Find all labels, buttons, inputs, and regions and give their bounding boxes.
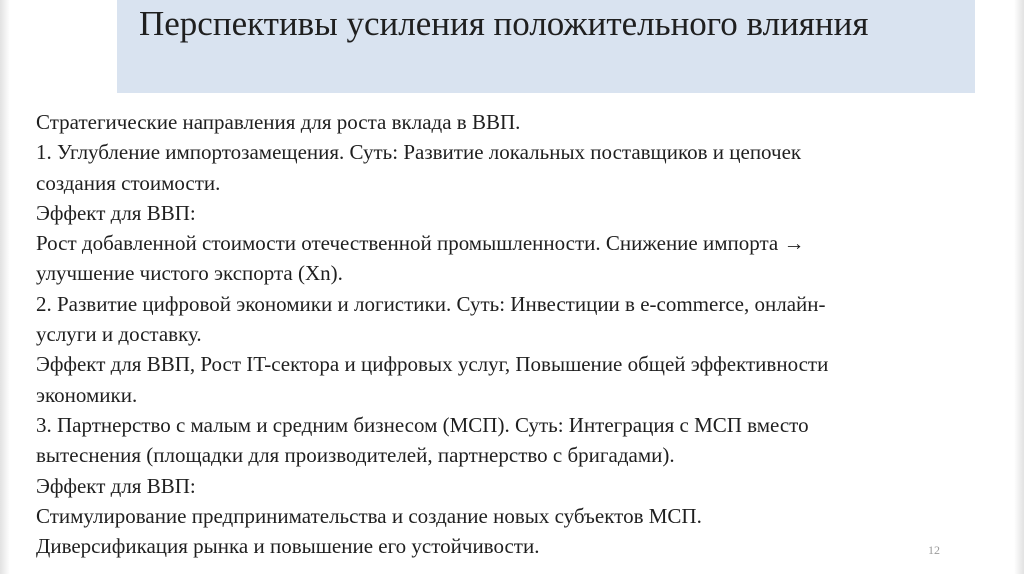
page-number: 12	[928, 543, 940, 557]
item-3-effect-label: Эффект для ВВП:	[36, 473, 196, 498]
item-1-effect-text-cont: улучшение чистого экспорта (Xn).	[36, 261, 343, 286]
intro-line: Стратегические направления для роста вклада в ВВП.	[36, 110, 521, 134]
item-1-effect-text: Рост добавленной стоимости отечественной промышленности. Снижение импорта →	[36, 231, 805, 256]
left-edge-shadow	[0, 0, 10, 574]
item-2-heading-cont: услуги и доставку.	[36, 322, 202, 347]
title-banner	[117, 0, 975, 93]
item-3-effect-text-cont: Диверсификация рынка и повышение его устойчивости.	[36, 534, 540, 559]
item-2-effect-text: Эффект для ВВП, Рост IT-сектора и цифровых услуг, Повышение общей эффективности	[36, 352, 829, 377]
item-3-effect-text: Стимулирование предпринимательства и создание новых субъектов МСП.	[36, 503, 702, 528]
item-3-heading: 3. Партнерство с малым и средним бизнесом (МСП). Суть: Интеграция с МСП вместо	[36, 412, 809, 437]
item-3-heading-cont: вытеснения (площадки для производителей, партнерство с бригадами).	[36, 443, 675, 468]
item-1-heading-cont: создания стоимости.	[36, 170, 221, 195]
item-1-effect-label: Эффект для ВВП:	[36, 200, 196, 225]
slide-body	[36, 107, 1011, 561]
right-edge-shadow	[1014, 0, 1024, 574]
item-1-heading: 1. Углубление импортозамещения. Суть: Развитие локальных поставщиков и цепочек	[36, 140, 802, 165]
slide-title: Перспективы усиления положительного влияния	[139, 4, 869, 43]
item-2-heading: 2. Развитие цифровой экономики и логистики. Суть: Инвестиции в e-commerce, онлайн-	[36, 291, 826, 316]
item-2-effect-text-cont: экономики.	[36, 382, 138, 407]
